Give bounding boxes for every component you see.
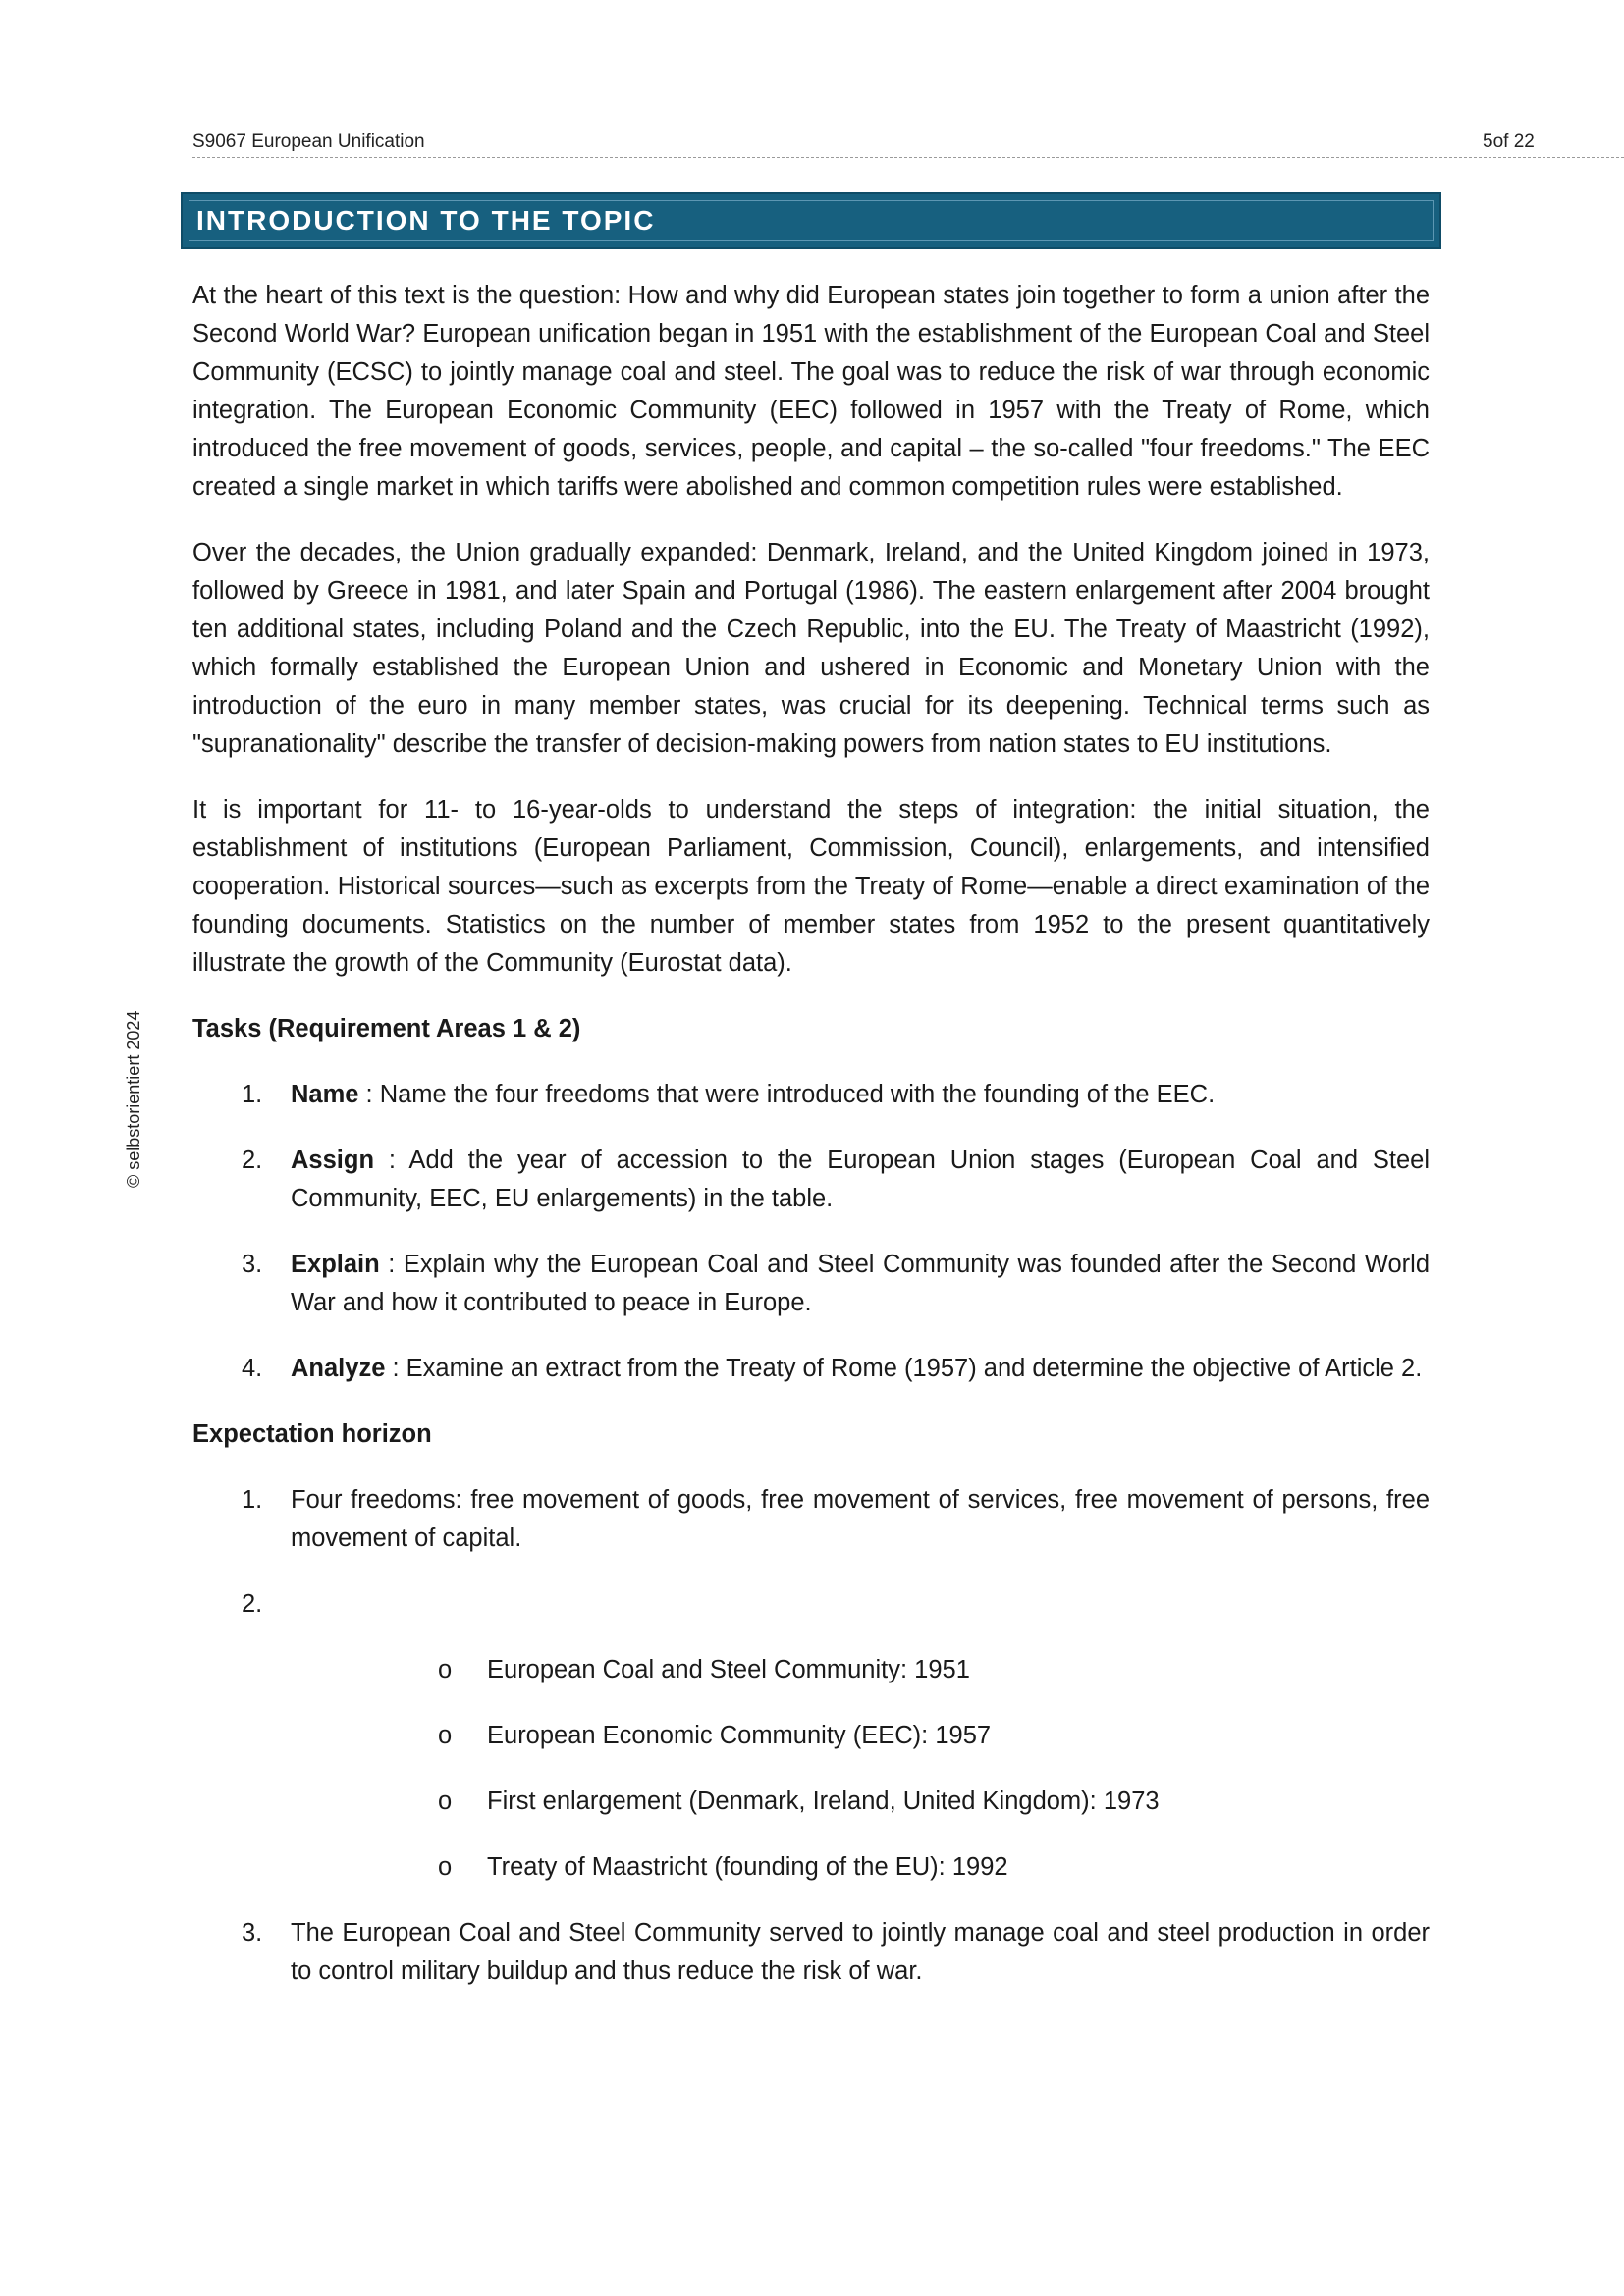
task-item [192, 1142, 1430, 1218]
bullet-icon: o [438, 1788, 453, 1815]
bullet-icon: o [438, 1656, 453, 1683]
page-header [192, 128, 1624, 158]
intro-paragraph-2: Over the decades, the Union gradually expanded: Denmark, Ireland, and the United Kingdom joined in 1973, followed by Greece in 1981, and later Spain and Portugal (1986). The eastern enlargement after 2004 brought ten additional states, including Poland and the Czech Republic, into the EU. The Treaty of Maastricht (1992), which formally established the European Union and ushered in Economic and Monetary Union with the introduction of the euro in many member states, was crucial for its deepening. Technical terms such as "supranationality" describe the transfer of decision-making powers from nation states to EU institutions. [192, 539, 1430, 758]
task-keyword: Assign [291, 1147, 375, 1174]
accession-item [291, 1848, 1430, 1887]
intro-paragraph-3: It is important for 11- to 16-year-olds to understand the steps of integration: the initial situation, the establishment of institutions (European Parliament, Commission, Council), enlargements, and intensified cooperation. Historical sources—such as excerpts from the Treaty of Rome—enable a direct examination of the founding documents. Statistics on the number of member states from 1952 to the present quantitatively illustrate the growth of the Community (Eurostat data). [192, 796, 1430, 977]
expectation-number: 1. [242, 1486, 263, 1514]
task-keyword: Analyze [291, 1355, 386, 1382]
task-number: 4. [242, 1355, 263, 1382]
main-content [192, 277, 1430, 2018]
accession-text: Treaty of Maastricht (founding of the EU): 1992 [487, 1853, 1008, 1881]
page-number: 5of 22 [1483, 132, 1535, 152]
task-text: : Examine an extract from the Treaty of Rome (1957) and determine the objective of Article 2. [385, 1355, 1423, 1382]
accession-item [291, 1717, 1430, 1755]
copyright-text: © selbstorientiert 2024 [124, 1010, 143, 1188]
tasks-heading: Tasks (Requirement Areas 1 & 2) [192, 1015, 581, 1042]
expectation-item [192, 1914, 1430, 1991]
task-item [192, 1246, 1430, 1322]
expectation-heading: Expectation horizon [192, 1420, 432, 1448]
accession-list [291, 1651, 1430, 1887]
document-title: S9067 European Unification [192, 132, 425, 152]
accession-text: European Coal and Steel Community: 1951 [487, 1656, 970, 1683]
expectation-list [192, 1481, 1430, 1991]
expectation-text: The European Coal and Steel Community served to jointly manage coal and steel production in order to control military buildup and thus reduce the risk of war. [291, 1919, 1430, 1985]
task-text: : Name the four freedoms that were introduced with the founding of the EEC. [358, 1081, 1216, 1108]
intro-paragraph-1: At the heart of this text is the question: How and why did European states join together to form a union after the Second World War? European unification began in 1951 with the establishment of the European Coal and Steel Community (ECSC) to jointly manage coal and steel. The goal was to reduce the risk of war through economic integration. The European Economic Community (EEC) followed in 1957 with the Treaty of Rome, which introduced the free movement of goods, services, people, and capital – the so-called "four freedoms." The EEC created a single market in which tariffs were abolished and common competition rules were established. [192, 282, 1430, 501]
task-number: 1. [242, 1081, 263, 1108]
expectation-item [192, 1585, 1430, 1887]
task-text: : Explain why the European Coal and Steel Community was founded after the Second World War and how it contributed to peace in Europe. [291, 1251, 1430, 1316]
section-banner [181, 192, 1441, 249]
section-title: INTRODUCTION TO THE TOPIC [196, 205, 656, 236]
accession-text: European Economic Community (EEC): 1957 [487, 1722, 992, 1749]
task-number: 2. [242, 1147, 263, 1174]
task-text: : Add the year of accession to the European Union stages (European Coal and Steel Community, EEC, EU enlargements) in the table. [291, 1147, 1430, 1212]
expectation-number: 3. [242, 1919, 263, 1947]
bullet-icon: o [438, 1853, 453, 1881]
empty-line [291, 1585, 1430, 1624]
accession-item [291, 1783, 1430, 1821]
task-keyword: Name [291, 1081, 359, 1108]
bullet-icon: o [438, 1722, 453, 1749]
expectation-text: Four freedoms: free movement of goods, free movement of services, free movement of persons, free movement of capital. [291, 1486, 1430, 1552]
accession-text: First enlargement (Denmark, Ireland, United Kingdom): 1973 [487, 1788, 1160, 1815]
tasks-list [192, 1076, 1430, 1388]
task-number: 3. [242, 1251, 263, 1278]
task-keyword: Explain [291, 1251, 380, 1278]
accession-item [291, 1651, 1430, 1689]
expectation-item [192, 1481, 1430, 1558]
expectation-number: 2. [242, 1590, 263, 1618]
task-item [192, 1350, 1430, 1388]
task-item [192, 1076, 1430, 1114]
